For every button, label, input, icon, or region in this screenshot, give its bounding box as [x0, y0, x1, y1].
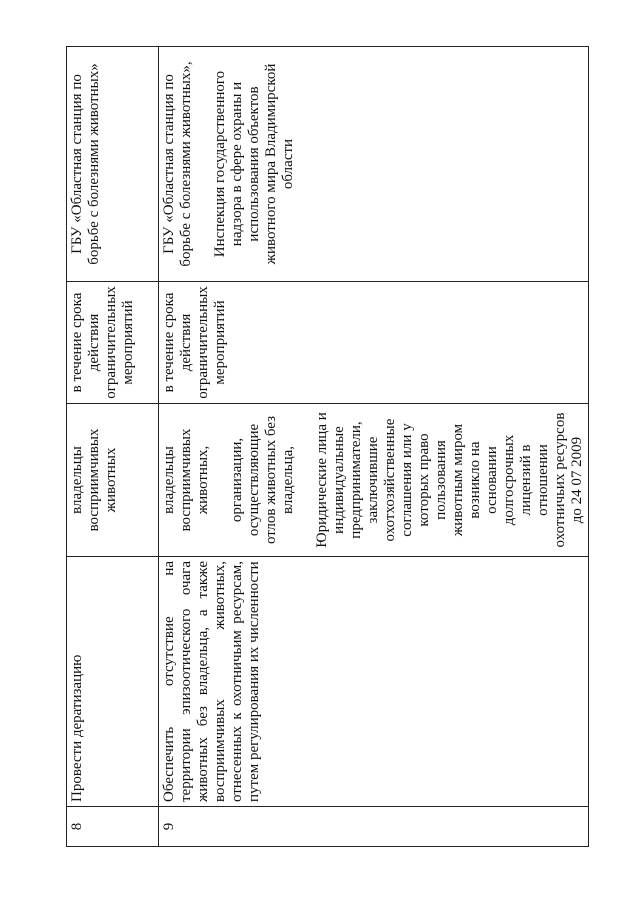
action-cell: Обеспечить отсутствие на территории эпизоотического очага животных без владельца, а также восприимчивых животных, отнесенных к охотничьим ресурсам, путем регулирования их численности — [159, 557, 589, 807]
table-row — [67, 47, 159, 847]
responsible-cell — [159, 47, 589, 282]
executor-line: Юридические лица и индивидуальные предприниматели, заключившие охотхозяйственные соглашения или у которых право пользования животным миром возникло на основании долгосрочных лицензий в отношении охотничьих ресурсов до 24 07 2009 — [314, 412, 585, 548]
responsible-line: ГБУ «Областная станция по борьбе с болезнями животных», — [161, 61, 194, 267]
executor-line: владельцы восприимчивых животных, — [161, 428, 211, 532]
action-cell: Провести дератизацию — [67, 557, 159, 807]
responsible-cell: ГБУ «Областная станция по борьбе с болезнями животных» — [67, 47, 159, 282]
measures-table — [66, 46, 589, 847]
executor-cell: владельцы восприимчивых животных — [67, 404, 159, 557]
row-number: 8 — [67, 807, 159, 847]
responsible-line: Инспекция государственного надзора в сфере охраны и использования объектов животного мира Владимирской области — [212, 63, 296, 265]
executor-line: организации, осуществляющие отлов животных без владельца, — [229, 415, 296, 545]
executor-cell — [159, 404, 589, 557]
row-number: 9 — [159, 807, 589, 847]
rotated-table-wrapper — [66, 47, 585, 847]
table-row — [159, 47, 589, 847]
term-cell: в течение срока действия ограничительных мероприятий — [159, 282, 589, 404]
term-cell: в течение срока действия ограничительных мероприятий — [67, 282, 159, 404]
